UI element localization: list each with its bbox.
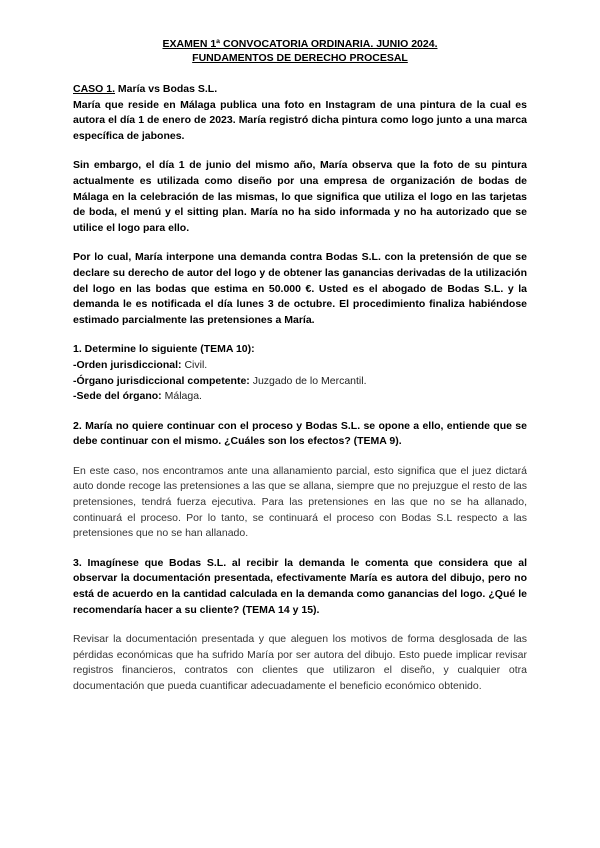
case-label: CASO 1. xyxy=(73,83,116,95)
exam-title: EXAMEN 1ª CONVOCATORIA ORDINARIA. JUNIO 2024. xyxy=(162,38,438,50)
q1-item-organo: -Órgano jurisdiccional competente: Juzgado de lo Mercantil. xyxy=(73,374,367,387)
question-2: 2. María no quiere continuar con el proceso y Bodas S.L. se opone a ello, entiende que se debe continuar con el mismo. ¿Cuáles son los efectos? (TEMA 9). xyxy=(73,419,527,448)
case-paragraph-1: María que reside en Málaga publica una foto en Instagram de una pintura de la cual es autora el día 1 de enero de 2023. María registró dicha pintura como logo junto a una marca específica de jabones. xyxy=(73,98,527,142)
question-1: 1. Determine lo siguiente (TEMA 10): xyxy=(73,343,255,356)
q1-item-sede: -Sede del órgano: Málaga. xyxy=(73,390,202,403)
case-title: María vs Bodas S.L. xyxy=(115,83,218,95)
answer-2: En este caso, nos encontramos ante una allanamiento parcial, esto significa que el juez dictará auto donde recoge las pretensiones a las que se allana, siempre que no prejuzgue el resto de las pretensiones, tendrá fuerza ejecutiva. Para las pretensiones en las que no se ha allanado, continuará el proceso. Por lo tanto, se continuará el proceso con Bodas S.L respecto a las pretensiones que no se han allanado. xyxy=(73,464,527,540)
q1-item-orden: -Orden jurisdiccional: Civil. xyxy=(73,358,208,371)
subject-title: FUNDAMENTOS DE DERECHO PROCESAL xyxy=(192,52,408,64)
exam-header xyxy=(0,37,600,65)
case-paragraph-3: Por lo cual, María interpone una demanda contra Bodas S.L. con la pretensión de que se declare su derecho de autor del logo y de obtener las ganancias derivadas de la utilización del logo en las bodas que estima en 50.000 €. Usted es el abogado de Bodas S.L. y la demanda le es notificada el día lunes 3 de octubre. El procedimiento finaliza habiéndose estimado parcialmente las pretensiones a María. xyxy=(73,251,527,326)
case-heading xyxy=(73,82,527,98)
exam-body xyxy=(73,82,527,695)
case-paragraph-2: Sin embargo, el día 1 de junio del mismo año, María observa que la foto de su pintura actualmente es utilizada como diseño por una empresa de organización de bodas de Málaga en la celebración de las mismas, lo que significa que utiliza el logo en las tarjetas de boda, el menú y el sitting plan. María no ha sido informada y no ha autorizado que se utilice el logo para ello. xyxy=(73,159,527,234)
question-3: 3. Imagínese que Bodas S.L. al recibir la demanda le comenta que considera que al observar la documentación presentada, efectivamente María es autora del dibujo, pero no está de acuerdo en la cantidad calculada en la demanda como ganancias del logo. ¿Qué le recomendaría hacer a su cliente? (TEMA 14 y 15). xyxy=(73,556,527,616)
answer-3: Revisar la documentación presentada y que aleguen los motivos de forma desglosada de las pérdidas económicas que ha sufrido María por ser autora del dibujo. Esto puede implicar revisar registros financieros, contratos con clientes que utilizaron el diseño, y cualquier otra documentación que pueda cuantificar adecuadamente el beneficio económico obtenido. xyxy=(73,633,527,692)
